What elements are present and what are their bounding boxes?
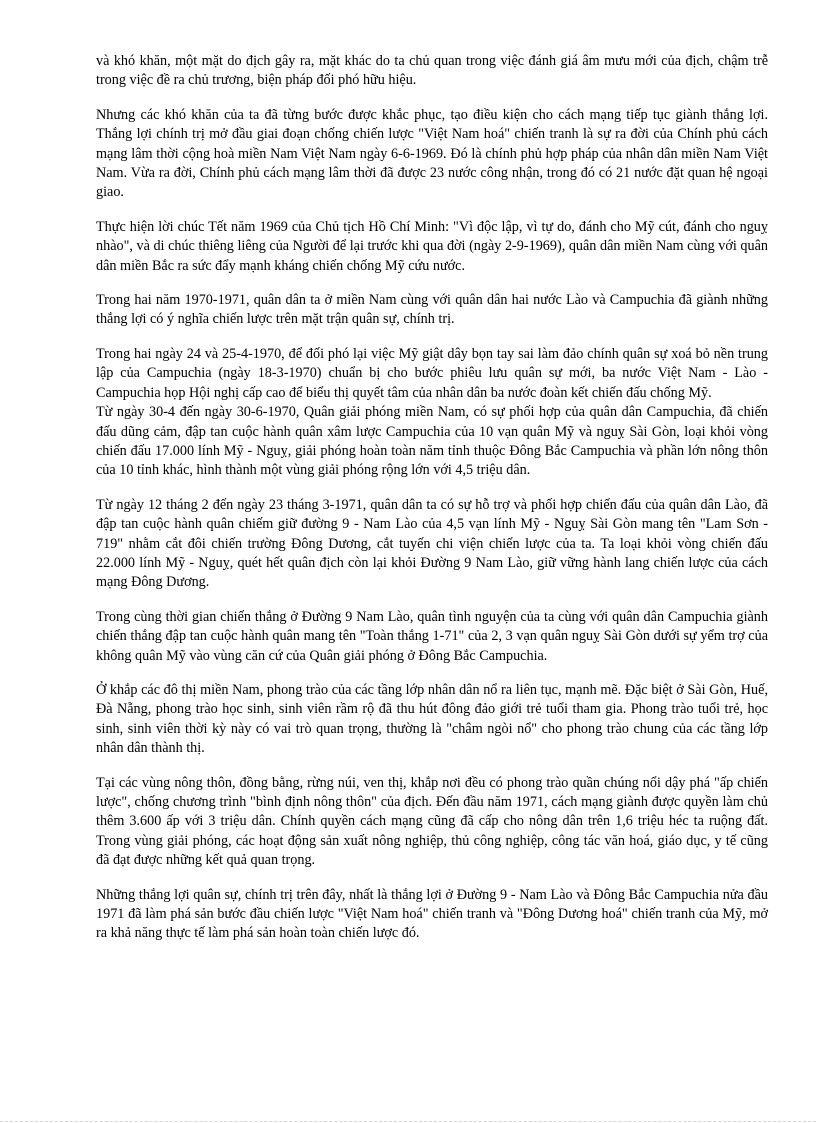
- paragraph-gap: [96, 666, 768, 681]
- document-body: [96, 52, 768, 944]
- paragraph-1970-1971-victories: Trong hai năm 1970-1971, quân dân ta ở miền Nam cùng với quân dân hai nước Lào và Campuchia đã giành những thắng lợi có ý nghĩa chiến lược trên mặt trận quân sự, chính trị.: [96, 292, 768, 328]
- paragraph-conclusion: Những thắng lợi quân sự, chính trị trên đây, nhất là thắng lợi ở Đường 9 - Nam Lào và Đông Bắc Campuchia nửa đầu 1971 đã làm phá sản bước đầu chiến lược "Việt Nam hoá" chiến tranh và "Đông Dương hoá" chiến tranh của Mỹ, mở ra khả năng thực tế làm phá sản hoàn toàn chiến lược đó.: [96, 886, 768, 942]
- paragraph-gap: [96, 330, 768, 345]
- paragraph-gap: [96, 91, 768, 106]
- paragraph-rural-movements: Tại các vùng nông thôn, đồng bằng, rừng núi, ven thị, khắp nơi đều có phong trào quần chúng nổi dậy phá "ấp chiến lược", chống chương trình "bình định nông thôn" của địch. Đến đầu năm 1971, cách mạng giành được quyền làm chủ thêm 3.600 ấp với 3 triệu dân. Chính quyền cách mạng cũng đã cấp cho nông dân trên 1,6 triệu héc ta ruộng đất. Trong vùng giải phóng, các hoạt động sản xuất nông nghiệp, thủ công nghiệp, công tác văn hoá, giáo dục, y tế cũng đã đạt được những kết quả quan trọng.: [96, 774, 768, 869]
- paragraph-urban-movements: Ở khắp các đô thị miền Nam, phong trào của các tầng lớp nhân dân nổ ra liên tục, mạnh mẽ. Đặc biệt ở Sài Gòn, Huế, Đà Nẵng, phong trào học sinh, sinh viên rầm rộ đã thu hút đông đảo giới trẻ tuổi tham gia. Phong trào tuổi trẻ, học sinh, sinh viên thời kỳ này có vai trò quan trọng, thường là "châm ngòi nổ" cho phong trào chung của các tầng lớp nhân dân thành thị.: [96, 681, 768, 757]
- paragraph-gap: [96, 759, 768, 774]
- paragraph-gap: [96, 276, 768, 291]
- page-bottom-divider: [0, 1121, 816, 1122]
- paragraph-cambodia-campaign: Từ ngày 30-4 đến ngày 30-6-1970, Quân giải phóng miền Nam, có sự phối hợp của quân dân Campuchia, đã chiến đấu dũng cảm, đập tan cuộc hành quân xâm lược Campuchia của 10 vạn quân Mỹ và nguỵ Sài Gòn, loại khỏi vòng chiến đấu 17.000 lính Mỹ - Nguỵ, giải phóng hoàn toàn năm tỉnh thuộc Đông Bắc Campuchia và phần lớn nông thôn của 10 tỉnh khác, hình thành một vùng giải phóng rộng lớn với 4,5 triệu dân.: [96, 404, 768, 479]
- paragraph-gap: [96, 871, 768, 886]
- paragraph-route-9-southern-laos: Từ ngày 12 tháng 2 đến ngày 23 tháng 3-1971, quân dân ta có sự hỗ trợ và phối hợp chiến đấu của quân dân Lào, đã đập tan cuộc hành quân chiếm giữ đường 9 - Nam Lào của 4,5 vạn lính Mỹ - Nguỵ Sài Gòn mang tên "Lam Sơn - 719" nhằm cắt đôi chiến trường Đông Dương, cắt tuyến chi viện chiến lược của ta. Ta loại khỏi vòng chiến đấu 22.000 lính Mỹ - Nguỵ, quét hết quân địch còn lại khỏi Đường 9 Nam Lào, giữ vững hành lang chiến lược của cách mạng Đông Dương.: [96, 496, 768, 591]
- paragraph-provisional-government: Nhưng các khó khăn của ta đã từng bước được khắc phục, tạo điều kiện cho cách mạng tiếp tục giành thắng lợi. Thắng lợi chính trị mở đầu giai đoạn chống chiến lược "Việt Nam hoá" chiến tranh là sự ra đời của Chính phủ cách mạng lâm thời cộng hoà miền Nam Việt Nam ngày 6-6-1969. Đó là chính phủ hợp pháp của nhân dân miền Nam Việt Nam. Vừa ra đời, Chính phủ cách mạng lâm thời đã được 23 nước công nhận, trong đó có 21 nước đặt quan hệ ngoại giao.: [96, 106, 768, 201]
- paragraph-ho-chi-minh-testament: Thực hiện lời chúc Tết năm 1969 của Chủ tịch Hồ Chí Minh: "Vì độc lập, vì tự do, đánh cho Mỹ cút, đánh cho nguỵ nhào", và di chúc thiêng liêng của Người để lại trước khi qua đời (ngày 2-9-1969), quân dân miền Nam cùng với quân dân miền Bắc ra sức đẩy mạnh kháng chiến chống Mỹ cứu nước.: [96, 218, 768, 274]
- paragraph-gap: [96, 593, 768, 608]
- paragraph-intro-continuation: và khó khăn, một mặt do địch gây ra, mặt khác do ta chủ quan trong việc đánh giá âm mưu mới của địch, chậm trễ trong việc đề ra chủ trương, biện pháp đối phó hữu hiệu.: [96, 53, 768, 89]
- paragraph-indochina-summit: Trong hai ngày 24 và 25-4-1970, để đối phó lại việc Mỹ giật dây bọn tay sai làm đảo chính quân sự xoá bỏ nền trung lập của Campuchia (ngày 18-3-1970) chuẩn bị cho bước phiêu lưu quân sự mới, ba nước Việt Nam - Lào - Campuchia họp Hội nghị cấp cao để biểu thị quyết tâm của nhân dân ba nước đoàn kết chiến đấu chống Mỹ.: [96, 345, 768, 401]
- paragraph-toan-thang-operation: Trong cùng thời gian chiến thắng ở Đường 9 Nam Lào, quân tình nguyện của ta cùng với quân dân Campuchia giành chiến thắng đập tan cuộc hành quân mang tên "Toàn thắng 1-71" của 2, 3 vạn quân nguỵ Sài Gòn dưới sự yểm trợ của không quân Mỹ vào vùng căn cứ của Quân giải phóng ở Đông Bắc Campuchia.: [96, 608, 768, 664]
- paragraph-gap: [96, 203, 768, 218]
- paragraph-gap: [96, 481, 768, 496]
